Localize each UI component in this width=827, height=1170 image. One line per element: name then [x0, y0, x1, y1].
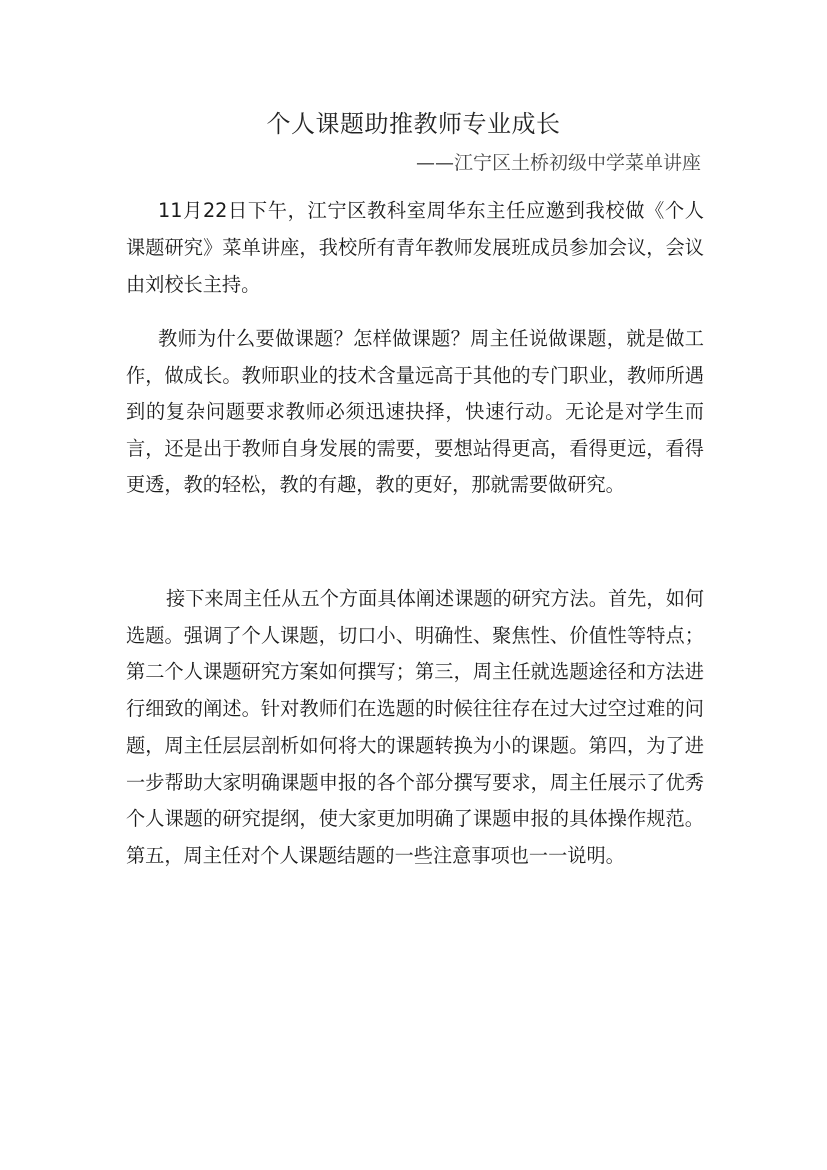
document-title: 个人课题助推教师专业成长	[266, 110, 561, 138]
paragraph-why-research: 教师为什么要做课题？怎样做课题？周主任说做课题，就是做工作，做成长。教师职业的技术含量远高于其他的专门职业，教师所遇到的复杂问题要求教师必须迅速抉择，快速行动。无论是对学生而言，还是出于教师自身发展的需要，要想站得更高，看得更远，看得更透，教的轻松，教的有趣，教的更好，那就需要做研究。	[126, 327, 704, 497]
document-subtitle: ——江宁区土桥初级中学菜单讲座	[415, 152, 701, 174]
paragraph-five-aspects: 接下来周主任从五个方面具体阐述课题的研究方法。首先，如何选题。强调了个人课题，切口小、明确性、聚焦性、价值性等特点；第二个人课题研究方案如何撰写；第三，周主任就选题途径和方法进行细致的阐述。针对教师们在选题的时候往往存在过大过空过难的问题，周主任层层剖析如何将大的课题转换为小的课题。第四，为了进一步帮助大家明确课题申报的各个部分撰写要求，周主任展示了优秀个人课题的研究提纲，使大家更加明确了课题申报的具体操作规范。第五，周主任对个人课题结题的一些注意事项也一一说明。	[126, 587, 704, 867]
paragraph-intro: 11月22日下午，江宁区教科室周华东主任应邀到我校做《个人课题研究》菜单讲座，我校所有青年教师发展班成员参加会议，会议由刘校长主持。	[126, 199, 704, 296]
